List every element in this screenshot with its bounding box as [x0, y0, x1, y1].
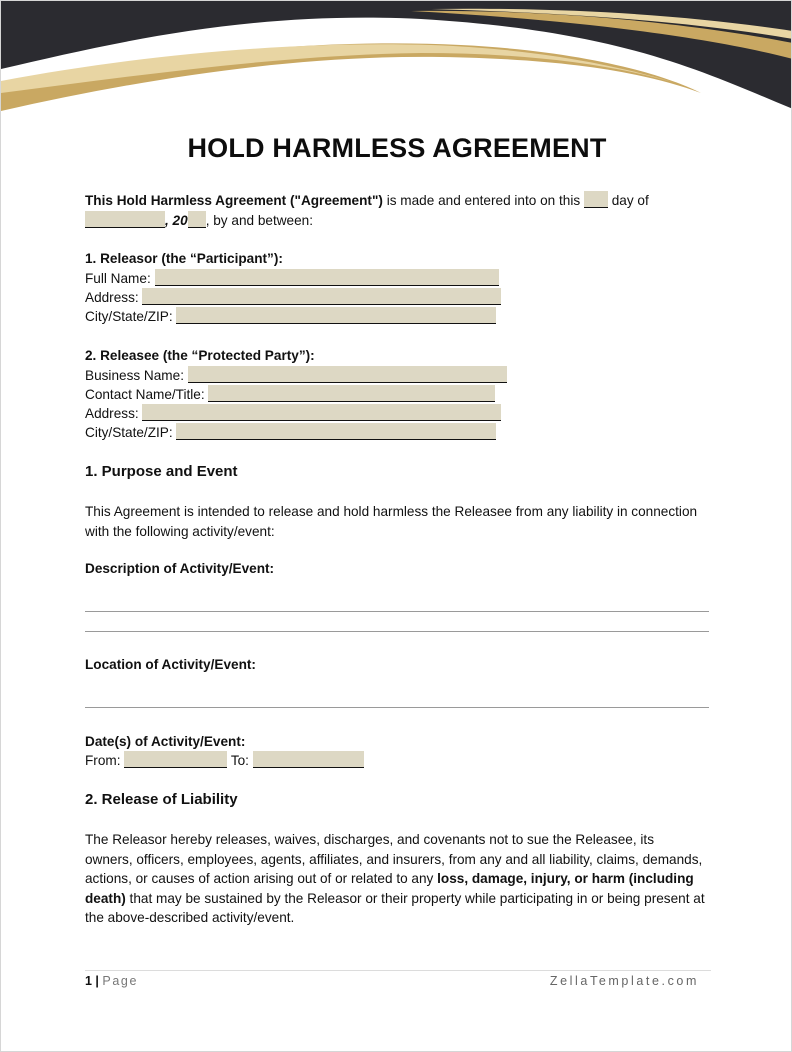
section1-heading: 1. Purpose and Event — [85, 463, 238, 480]
releasee-city-field[interactable] — [176, 423, 496, 440]
releasor-name-row — [85, 269, 499, 289]
to-label: To: — [230, 753, 249, 768]
section2-body-part2: that may be sustained by the Releasor or their property while participating in or being present at the above-described activity/event. — [85, 890, 705, 925]
document-title: HOLD HARMLESS AGREEMENT — [187, 133, 607, 163]
releasee-city-row — [85, 423, 496, 443]
releasor-city-label: City/State/ZIP: — [85, 309, 173, 324]
section2-body — [85, 830, 705, 928]
page-word: Page — [102, 974, 138, 988]
releasor-city-row — [85, 307, 496, 327]
releasor-name-label: Full Name: — [85, 271, 151, 286]
releasor-address-label: Address: — [85, 290, 139, 305]
footer-divider — [85, 970, 711, 971]
header-wave-graphic — [1, 1, 792, 131]
releasor-city-field[interactable] — [176, 307, 496, 324]
releasor-heading: 1. Releasor (the “Participant”): — [85, 251, 283, 266]
footer-page-indicator — [85, 974, 138, 988]
year-prefix: , 20 — [165, 213, 188, 228]
releasee-contact-row — [85, 385, 495, 405]
dates-row — [85, 751, 364, 771]
from-date-field[interactable] — [124, 751, 227, 768]
footer-site: ZellaTemplate.com — [549, 974, 699, 988]
releasee-contact-field[interactable] — [208, 385, 495, 402]
location-label: Location of Activity/Event: — [85, 657, 256, 672]
from-label: From: — [85, 753, 121, 768]
section2-body-part1: The Releasor hereby releases, waives, discharges, and covenants not to sue the Releasee, its owners, officers, employees, agents, affiliates, and insurers, from any and all liability, claims, demands, actions, or causes of action arising out of or related to any — [85, 832, 703, 886]
intro-line-2 — [85, 211, 313, 231]
intro-lead-text: is made and entered into on this — [382, 193, 584, 208]
releasee-business-row — [85, 366, 507, 386]
day-field[interactable] — [584, 191, 608, 208]
releasee-address-field[interactable] — [142, 404, 501, 421]
releasee-contact-label: Contact Name/Title: — [85, 387, 205, 402]
releasee-heading: 2. Releasee (the “Protected Party”): — [85, 348, 315, 363]
description-line-1[interactable] — [85, 611, 709, 612]
page-number: 1 — [85, 974, 92, 988]
releasee-business-label: Business Name: — [85, 368, 184, 383]
releasee-address-label: Address: — [85, 406, 139, 421]
intro-between-text: by and between: — [209, 213, 314, 228]
intro-day-text: day of — [607, 193, 649, 208]
releasor-name-field[interactable] — [155, 269, 499, 286]
description-line-2[interactable] — [85, 631, 709, 632]
section2-heading: 2. Release of Liability — [85, 791, 238, 808]
releasor-address-field[interactable] — [142, 288, 501, 305]
releasee-business-field[interactable] — [188, 366, 507, 383]
month-field[interactable] — [85, 211, 165, 228]
page-separator: | — [91, 974, 103, 988]
year-field[interactable] — [188, 211, 206, 228]
to-date-field[interactable] — [253, 751, 364, 768]
year-suffix: , — [205, 213, 210, 228]
releasee-city-label: City/State/ZIP: — [85, 425, 173, 440]
intro-line-1 — [85, 191, 649, 211]
intro-lead-bold: This Hold Harmless Agreement ("Agreement") — [85, 193, 383, 208]
description-label: Description of Activity/Event: — [85, 561, 275, 576]
releasor-address-row — [85, 288, 501, 308]
section2-body-bold: loss, damage, injury, or harm (including death) — [85, 871, 694, 906]
releasee-address-row — [85, 404, 501, 424]
section1-body: This Agreement is intended to release and hold harmless the Releasee from any liability in connection with the following activity/event: — [85, 504, 698, 539]
location-line[interactable] — [85, 707, 709, 708]
dates-label: Date(s) of Activity/Event: — [85, 734, 246, 749]
